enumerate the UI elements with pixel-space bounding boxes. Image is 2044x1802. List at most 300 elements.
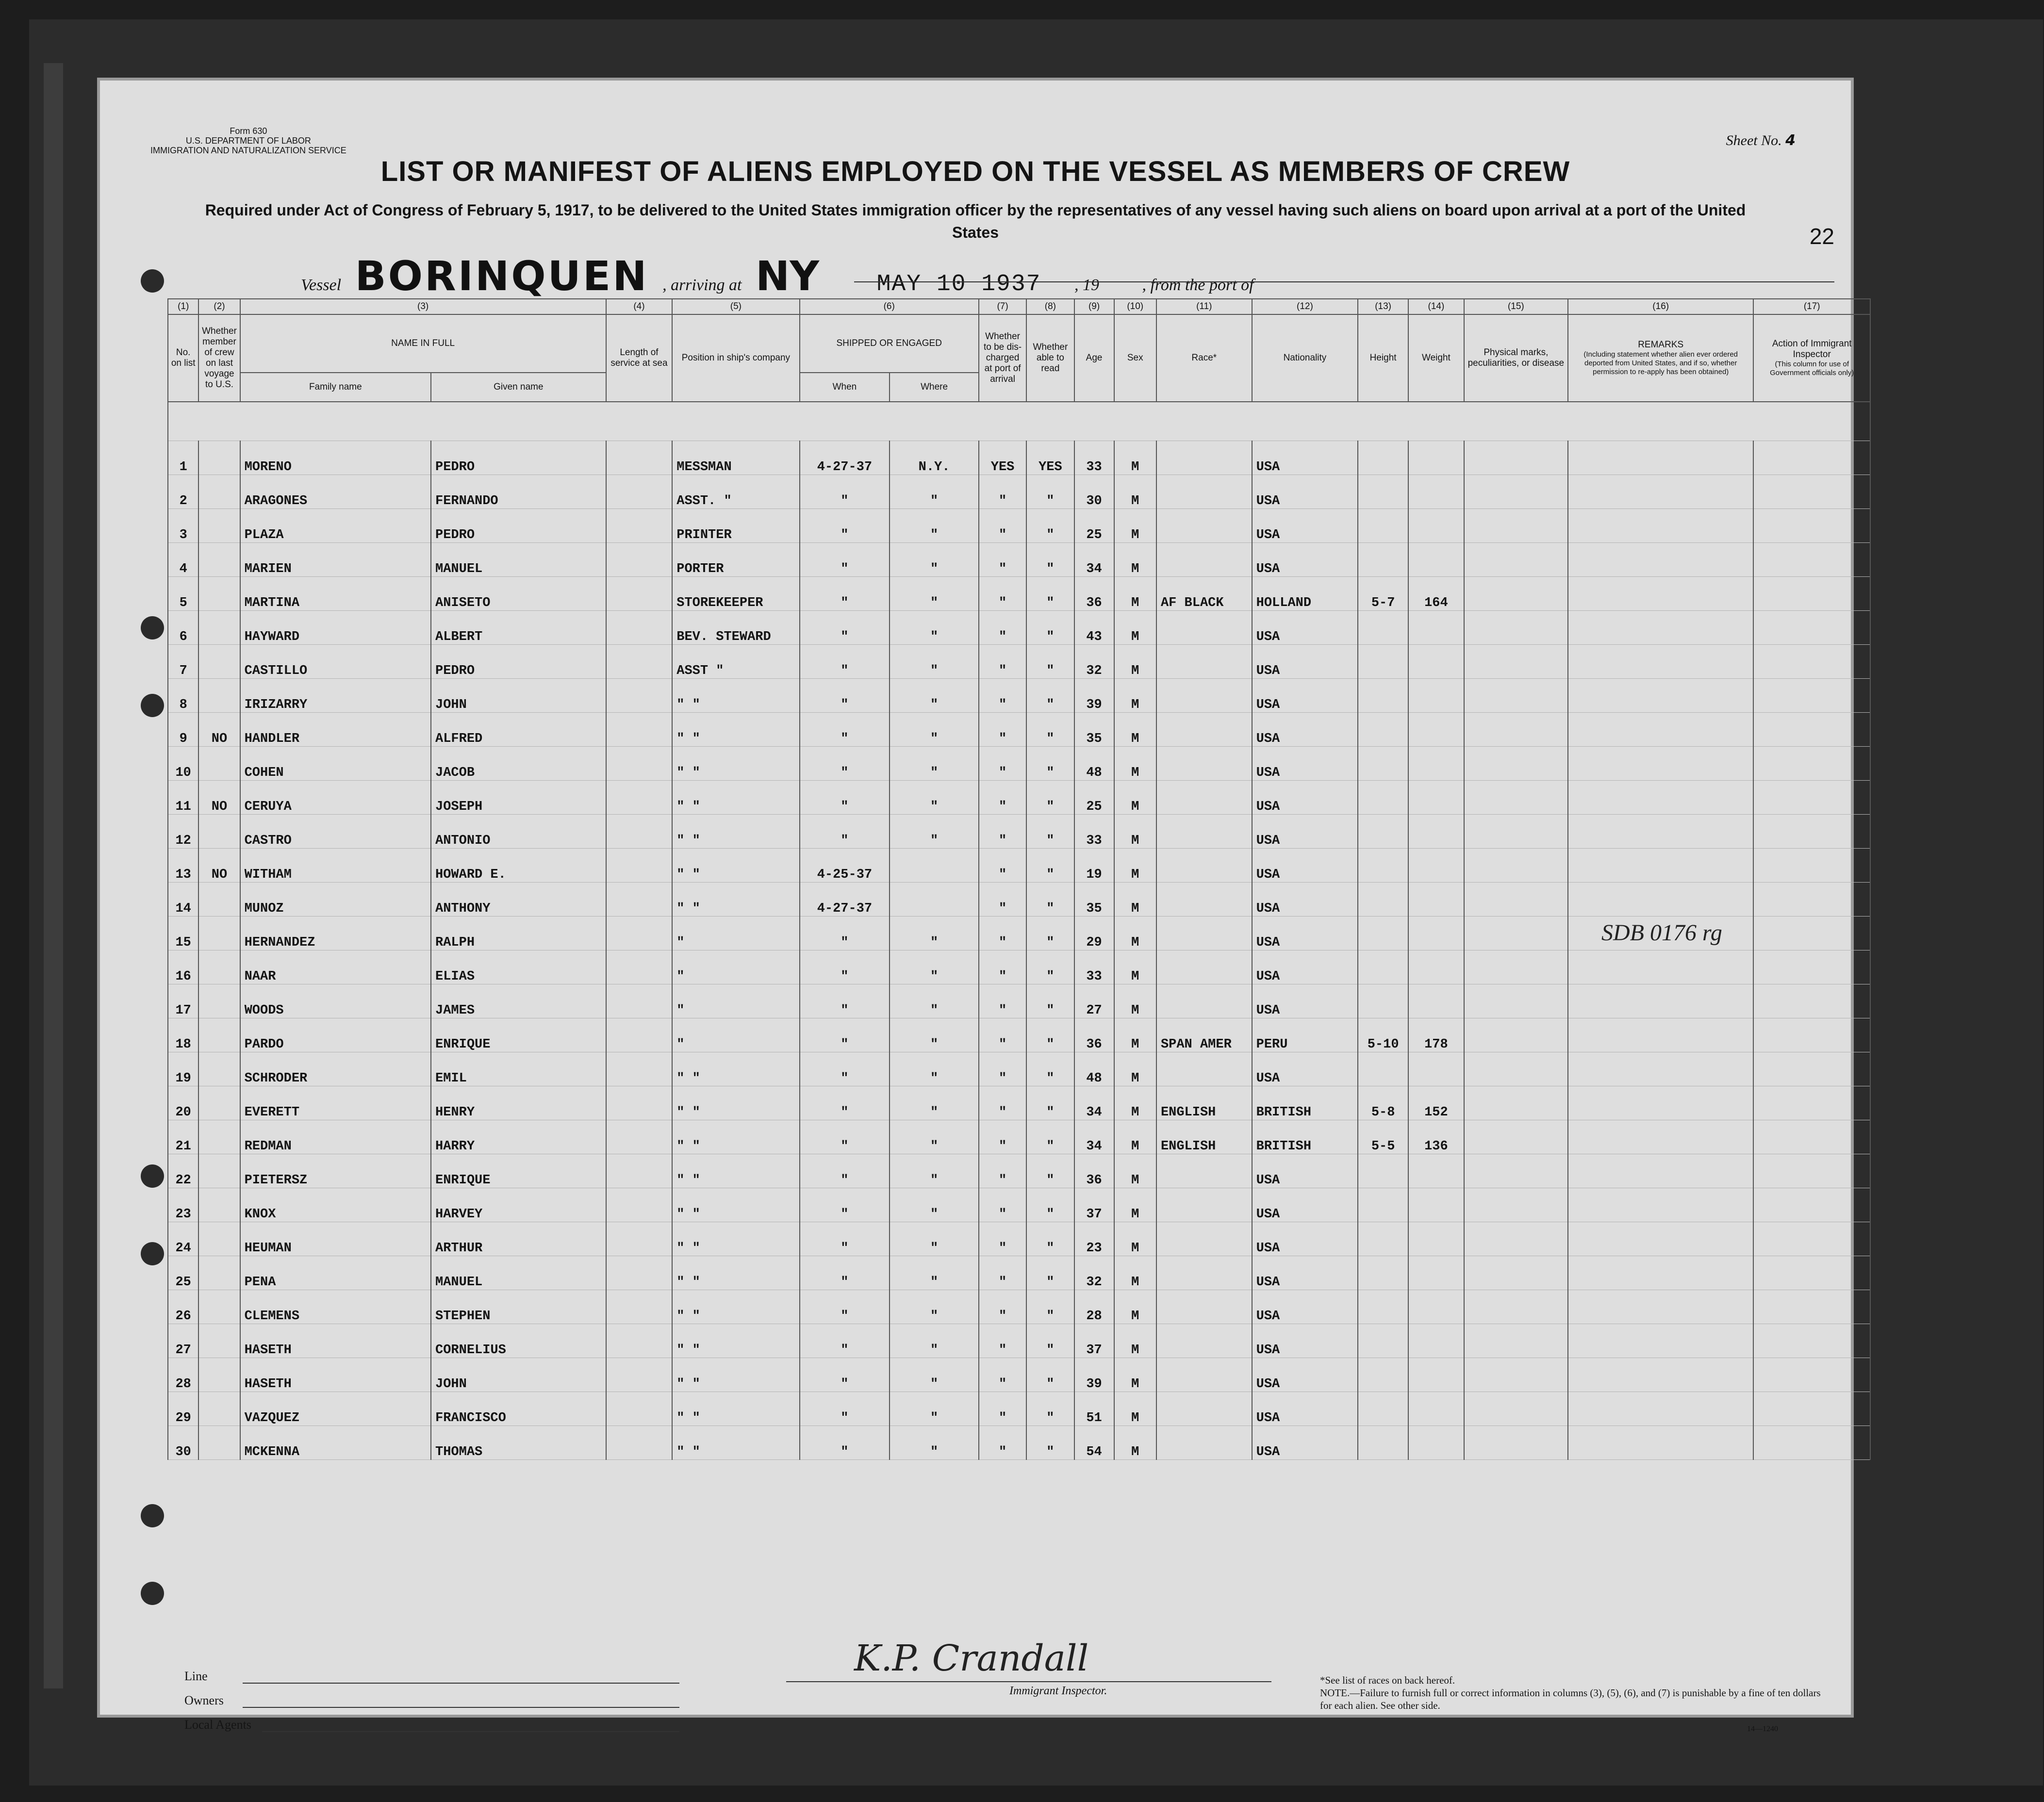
header-race: Race* (1156, 314, 1252, 402)
cell-race (1156, 610, 1252, 644)
cell-length-service (606, 678, 673, 712)
cell-nationality: USA (1252, 1392, 1358, 1425)
table-row (168, 1120, 1870, 1154)
cell-able-to-read: " (1026, 610, 1074, 644)
cell-nationality: USA (1252, 508, 1358, 542)
cell-prior-voyage (198, 814, 240, 848)
cell-given-name: HARVEY (431, 1188, 606, 1222)
cell-sex: M (1114, 644, 1156, 678)
cell-physical-marks (1464, 848, 1568, 882)
cell-sex: M (1114, 1425, 1156, 1459)
cell-inspector-action (1753, 1222, 1870, 1256)
cell-given-name: FRANCISCO (431, 1392, 606, 1425)
cell-race (1156, 1154, 1252, 1188)
cell-age: 30 (1074, 475, 1114, 508)
cell-race: AF BLACK (1156, 576, 1252, 610)
cell-discharged: " (979, 712, 1026, 746)
cell-family-name: CASTRO (240, 814, 431, 848)
cell-inspector-action (1753, 610, 1870, 644)
cell-discharged: " (979, 508, 1026, 542)
cell-age: 35 (1074, 712, 1114, 746)
cell-length-service (606, 1120, 673, 1154)
cell-remarks (1568, 475, 1753, 508)
cell-remarks (1568, 1358, 1753, 1392)
cell-discharged: " (979, 475, 1026, 508)
cell-weight (1408, 1052, 1464, 1086)
cell-weight (1408, 678, 1464, 712)
cell-shipped-when: " (800, 1290, 890, 1324)
colnum-7: (7) (979, 299, 1026, 314)
cell-given-name: JOHN (431, 1358, 606, 1392)
cell-shipped-where: " (890, 1154, 979, 1188)
cell-race (1156, 475, 1252, 508)
table-row (168, 882, 1870, 916)
cell-shipped-where: " (890, 576, 979, 610)
cell-weight (1408, 508, 1464, 542)
cell-sex: M (1114, 441, 1156, 475)
cell-discharged: " (979, 1392, 1026, 1425)
table-row (168, 712, 1870, 746)
header-action (1753, 314, 1870, 402)
cell-sex: M (1114, 1358, 1156, 1392)
cell-physical-marks (1464, 1018, 1568, 1052)
cell-nationality: BRITISH (1252, 1086, 1358, 1120)
cell-race (1156, 441, 1252, 475)
table-row (168, 1425, 1870, 1459)
table-row (168, 1052, 1870, 1086)
punch-hole (141, 269, 164, 293)
cell-race (1156, 1188, 1252, 1222)
cell-prior-voyage (198, 1425, 240, 1459)
colnum-5: (5) (672, 299, 799, 314)
cell-length-service (606, 814, 673, 848)
cell-position: " (672, 950, 799, 984)
table-row (168, 1222, 1870, 1256)
cell-prior-voyage (198, 882, 240, 916)
local-agents-label: Local Agents (184, 1718, 251, 1732)
cell-position: " " (672, 1256, 799, 1290)
cell-given-name: JOHN (431, 678, 606, 712)
cell-weight (1408, 1392, 1464, 1425)
cell-nationality: USA (1252, 984, 1358, 1018)
cell-position: " " (672, 1290, 799, 1324)
cell-able-to-read: " (1026, 780, 1074, 814)
cell-discharged: " (979, 1358, 1026, 1392)
cell-shipped-where: " (890, 678, 979, 712)
cell-race (1156, 1222, 1252, 1256)
cell-height (1358, 1188, 1408, 1222)
cell-remarks (1568, 848, 1753, 882)
column-number-row (168, 299, 1870, 314)
cell-age: 39 (1074, 678, 1114, 712)
cell-physical-marks (1464, 644, 1568, 678)
cell-inspector-action (1753, 508, 1870, 542)
cell-remarks (1568, 950, 1753, 984)
cell-shipped-where: " (890, 746, 979, 780)
cell-given-name: ANTONIO (431, 814, 606, 848)
cell-shipped-when: " (800, 475, 890, 508)
cell-physical-marks (1464, 1324, 1568, 1358)
cell-discharged: " (979, 1324, 1026, 1358)
cell-given-name: JACOB (431, 746, 606, 780)
cell-shipped-where: " (890, 1222, 979, 1256)
cell-age: 34 (1074, 1120, 1114, 1154)
cell-able-to-read: " (1026, 1222, 1074, 1256)
cell-shipped-where: " (890, 712, 979, 746)
cell-inspector-action (1753, 712, 1870, 746)
cell-given-name: STEPHEN (431, 1290, 606, 1324)
cell-prior-voyage (198, 441, 240, 475)
cell-race (1156, 542, 1252, 576)
cell-weight (1408, 1188, 1464, 1222)
cell-family-name: PIETERSZ (240, 1154, 431, 1188)
cell-discharged: " (979, 950, 1026, 984)
cell-race (1156, 1358, 1252, 1392)
cell-row-number: 21 (168, 1120, 198, 1154)
cell-able-to-read: " (1026, 916, 1074, 950)
cell-nationality: USA (1252, 678, 1358, 712)
cell-length-service (606, 1425, 673, 1459)
cell-position: " " (672, 1120, 799, 1154)
cell-able-to-read: " (1026, 1290, 1074, 1324)
cell-row-number: 20 (168, 1086, 198, 1120)
cell-position: " " (672, 1188, 799, 1222)
header-weight: Weight (1408, 314, 1464, 402)
cell-length-service (606, 712, 673, 746)
cell-shipped-when: " (800, 746, 890, 780)
cell-shipped-where: " (890, 950, 979, 984)
cell-family-name: CERUYA (240, 780, 431, 814)
table-row (168, 1018, 1870, 1052)
cell-race (1156, 916, 1252, 950)
cell-height (1358, 1154, 1408, 1188)
cell-nationality: HOLLAND (1252, 576, 1358, 610)
cell-given-name: JAMES (431, 984, 606, 1018)
cell-inspector-action (1753, 882, 1870, 916)
cell-nationality: USA (1252, 814, 1358, 848)
cell-race (1156, 882, 1252, 916)
table-row (168, 746, 1870, 780)
cell-shipped-when: " (800, 1120, 890, 1154)
cell-shipped-where: " (890, 644, 979, 678)
cell-inspector-action (1753, 950, 1870, 984)
colnum-13: (13) (1358, 299, 1408, 314)
colnum-17: (17) (1753, 299, 1870, 314)
cell-sex: M (1114, 508, 1156, 542)
cell-remarks (1568, 1256, 1753, 1290)
cell-weight (1408, 848, 1464, 882)
cell-given-name: ELIAS (431, 950, 606, 984)
colnum-1: (1) (168, 299, 198, 314)
cell-remarks (1568, 576, 1753, 610)
cell-nationality: USA (1252, 1358, 1358, 1392)
cell-shipped-when: " (800, 610, 890, 644)
cell-sex: M (1114, 1256, 1156, 1290)
cell-row-number: 14 (168, 882, 198, 916)
column-header-row (168, 314, 1870, 373)
cell-remarks (1568, 1188, 1753, 1222)
cell-physical-marks (1464, 1188, 1568, 1222)
header-where: Where (890, 373, 979, 402)
cell-given-name: ENRIQUE (431, 1154, 606, 1188)
cell-shipped-when: 4-25-37 (800, 848, 890, 882)
cell-physical-marks (1464, 576, 1568, 610)
cell-height (1358, 1425, 1408, 1459)
cell-race (1156, 1256, 1252, 1290)
cell-position: " " (672, 1392, 799, 1425)
cell-shipped-when: " (800, 1086, 890, 1120)
cell-given-name: ANISETO (431, 576, 606, 610)
cell-nationality: USA (1252, 1222, 1358, 1256)
cell-age: 36 (1074, 576, 1114, 610)
cell-remarks (1568, 1324, 1753, 1358)
cell-inspector-action (1753, 542, 1870, 576)
table-row (168, 848, 1870, 882)
form-header-block (150, 126, 346, 155)
cell-position: BEV. STEWARD (672, 610, 799, 644)
cell-age: 43 (1074, 610, 1114, 644)
colnum-2: (2) (198, 299, 240, 314)
cell-remarks (1568, 1018, 1753, 1052)
cell-able-to-read: " (1026, 848, 1074, 882)
cell-weight (1408, 984, 1464, 1018)
cell-nationality: USA (1252, 1052, 1358, 1086)
cell-row-number: 23 (168, 1188, 198, 1222)
cell-sex: M (1114, 576, 1156, 610)
cell-age: 32 (1074, 644, 1114, 678)
cell-remarks (1568, 441, 1753, 475)
cell-remarks (1568, 712, 1753, 746)
cell-age: 35 (1074, 882, 1114, 916)
cell-physical-marks (1464, 475, 1568, 508)
cell-row-number: 2 (168, 475, 198, 508)
cell-row-number: 8 (168, 678, 198, 712)
cell-inspector-action (1753, 678, 1870, 712)
owners-label: Owners (184, 1693, 224, 1707)
cell-weight (1408, 610, 1464, 644)
cell-discharged: " (979, 1290, 1026, 1324)
cell-position: " (672, 1018, 799, 1052)
cell-able-to-read: " (1026, 950, 1074, 984)
cell-row-number: 17 (168, 984, 198, 1018)
cell-height (1358, 1358, 1408, 1392)
cell-family-name: HERNANDEZ (240, 916, 431, 950)
cell-position: STOREKEEPER (672, 576, 799, 610)
cell-weight (1408, 542, 1464, 576)
cell-position: " (672, 984, 799, 1018)
cell-family-name: MUNOZ (240, 882, 431, 916)
cell-height (1358, 1290, 1408, 1324)
cell-prior-voyage: NO (198, 780, 240, 814)
cell-able-to-read: " (1026, 746, 1074, 780)
table-row (168, 984, 1870, 1018)
cell-shipped-where: " (890, 1392, 979, 1425)
cell-length-service (606, 508, 673, 542)
cell-prior-voyage (198, 984, 240, 1018)
cell-discharged: " (979, 1018, 1026, 1052)
cell-inspector-action (1753, 1256, 1870, 1290)
cell-remarks (1568, 882, 1753, 916)
cell-race (1156, 508, 1252, 542)
cell-length-service (606, 1392, 673, 1425)
cell-shipped-when: " (800, 678, 890, 712)
cell-physical-marks (1464, 542, 1568, 576)
cell-height (1358, 1052, 1408, 1086)
cell-given-name: PEDRO (431, 508, 606, 542)
cell-sex: M (1114, 542, 1156, 576)
cell-inspector-action (1753, 576, 1870, 610)
cell-prior-voyage (198, 1358, 240, 1392)
cell-position: " " (672, 780, 799, 814)
cell-physical-marks (1464, 814, 1568, 848)
cell-physical-marks (1464, 1256, 1568, 1290)
cell-row-number: 16 (168, 950, 198, 984)
cell-position: " " (672, 1324, 799, 1358)
cell-length-service (606, 1052, 673, 1086)
cell-height (1358, 441, 1408, 475)
cell-prior-voyage (198, 1154, 240, 1188)
cell-able-to-read: " (1026, 1018, 1074, 1052)
cell-given-name: RALPH (431, 916, 606, 950)
cell-length-service (606, 950, 673, 984)
table-row (168, 441, 1870, 475)
cell-shipped-when: " (800, 1256, 890, 1290)
punch-hole (141, 1164, 164, 1188)
cell-family-name: ARAGONES (240, 475, 431, 508)
cell-shipped-when: " (800, 916, 890, 950)
table-row (168, 1358, 1870, 1392)
cell-prior-voyage (198, 576, 240, 610)
cell-race (1156, 848, 1252, 882)
cell-prior-voyage (198, 475, 240, 508)
cell-shipped-when: 4-27-37 (800, 441, 890, 475)
cell-weight (1408, 475, 1464, 508)
cell-inspector-action (1753, 780, 1870, 814)
cell-length-service (606, 610, 673, 644)
cell-shipped-when: " (800, 950, 890, 984)
cell-discharged: " (979, 1120, 1026, 1154)
cell-race (1156, 814, 1252, 848)
punch-hole (141, 616, 164, 639)
cell-height (1358, 746, 1408, 780)
cell-position: " " (672, 1358, 799, 1392)
cell-prior-voyage (198, 1256, 240, 1290)
cell-remarks (1568, 1425, 1753, 1459)
cell-weight: 152 (1408, 1086, 1464, 1120)
cell-race (1156, 1425, 1252, 1459)
cell-inspector-action (1753, 441, 1870, 475)
cell-family-name: HASETH (240, 1324, 431, 1358)
cell-sex: M (1114, 746, 1156, 780)
cell-able-to-read: " (1026, 678, 1074, 712)
cell-inspector-action (1753, 644, 1870, 678)
cell-family-name: WOODS (240, 984, 431, 1018)
cell-row-number: 30 (168, 1425, 198, 1459)
line-underline (243, 1683, 679, 1684)
cell-given-name: ARTHUR (431, 1222, 606, 1256)
cell-discharged: " (979, 1086, 1026, 1120)
cell-physical-marks (1464, 441, 1568, 475)
cell-position: " " (672, 1222, 799, 1256)
cell-nationality: USA (1252, 712, 1358, 746)
inspector-label: Immigrant Inspector. (1009, 1685, 1107, 1697)
cell-weight (1408, 1154, 1464, 1188)
cell-remarks (1568, 644, 1753, 678)
cell-discharged: " (979, 1256, 1026, 1290)
cell-able-to-read: " (1026, 882, 1074, 916)
cell-sex: M (1114, 610, 1156, 644)
vessel-label: Vessel (301, 276, 342, 294)
cell-family-name: IRIZARRY (240, 678, 431, 712)
cell-age: 34 (1074, 1086, 1114, 1120)
cell-physical-marks (1464, 1154, 1568, 1188)
cell-discharged: " (979, 882, 1026, 916)
cell-sex: M (1114, 712, 1156, 746)
cell-discharged: " (979, 1222, 1026, 1256)
cell-sex: M (1114, 814, 1156, 848)
cell-sex: M (1114, 1290, 1156, 1324)
cell-length-service (606, 644, 673, 678)
cell-row-number: 10 (168, 746, 198, 780)
cell-sex: M (1114, 1086, 1156, 1120)
cell-weight: 178 (1408, 1018, 1464, 1052)
cell-inspector-action (1753, 984, 1870, 1018)
cell-nationality: BRITISH (1252, 1120, 1358, 1154)
cell-weight (1408, 882, 1464, 916)
cell-shipped-when: " (800, 780, 890, 814)
table-row (168, 1256, 1870, 1290)
cell-position: MESSMAN (672, 441, 799, 475)
cell-inspector-action (1753, 916, 1870, 950)
cell-family-name: HANDLER (240, 712, 431, 746)
table-row (168, 1290, 1870, 1324)
cell-race (1156, 780, 1252, 814)
cell-nationality: USA (1252, 1188, 1358, 1222)
cell-length-service (606, 1256, 673, 1290)
cell-physical-marks (1464, 1120, 1568, 1154)
cell-sex: M (1114, 1154, 1156, 1188)
cell-able-to-read: YES (1026, 441, 1074, 475)
line-label: Line (184, 1669, 208, 1683)
sheet-number (1726, 132, 1796, 149)
table-row (168, 402, 1870, 441)
cell-physical-marks (1464, 950, 1568, 984)
cell-family-name: MORENO (240, 441, 431, 475)
cell-height: 5-7 (1358, 576, 1408, 610)
cell-shipped-where: " (890, 1324, 979, 1358)
cell-nationality: USA (1252, 610, 1358, 644)
header-read: Whether able to read (1026, 314, 1074, 402)
date-stamp: MAY 10 1937 (876, 271, 1041, 297)
cell-prior-voyage (198, 1120, 240, 1154)
cell-position: PORTER (672, 542, 799, 576)
cell-shipped-where: " (890, 1290, 979, 1324)
cell-length-service (606, 1086, 673, 1120)
cell-able-to-read: " (1026, 1324, 1074, 1358)
action-title: Action of Immigrant Inspector (1772, 339, 1852, 360)
cell-remarks (1568, 780, 1753, 814)
cell-able-to-read: " (1026, 1425, 1074, 1459)
cell-height (1358, 475, 1408, 508)
header-when: When (800, 373, 890, 402)
cell-race (1156, 950, 1252, 984)
cell-age: 48 (1074, 1052, 1114, 1086)
cell-given-name: ANTHONY (431, 882, 606, 916)
cell-shipped-when: " (800, 1052, 890, 1086)
cell-remarks (1568, 610, 1753, 644)
cell-height (1358, 712, 1408, 746)
handwritten-remark: SDB 0176 rg (1601, 920, 1722, 946)
